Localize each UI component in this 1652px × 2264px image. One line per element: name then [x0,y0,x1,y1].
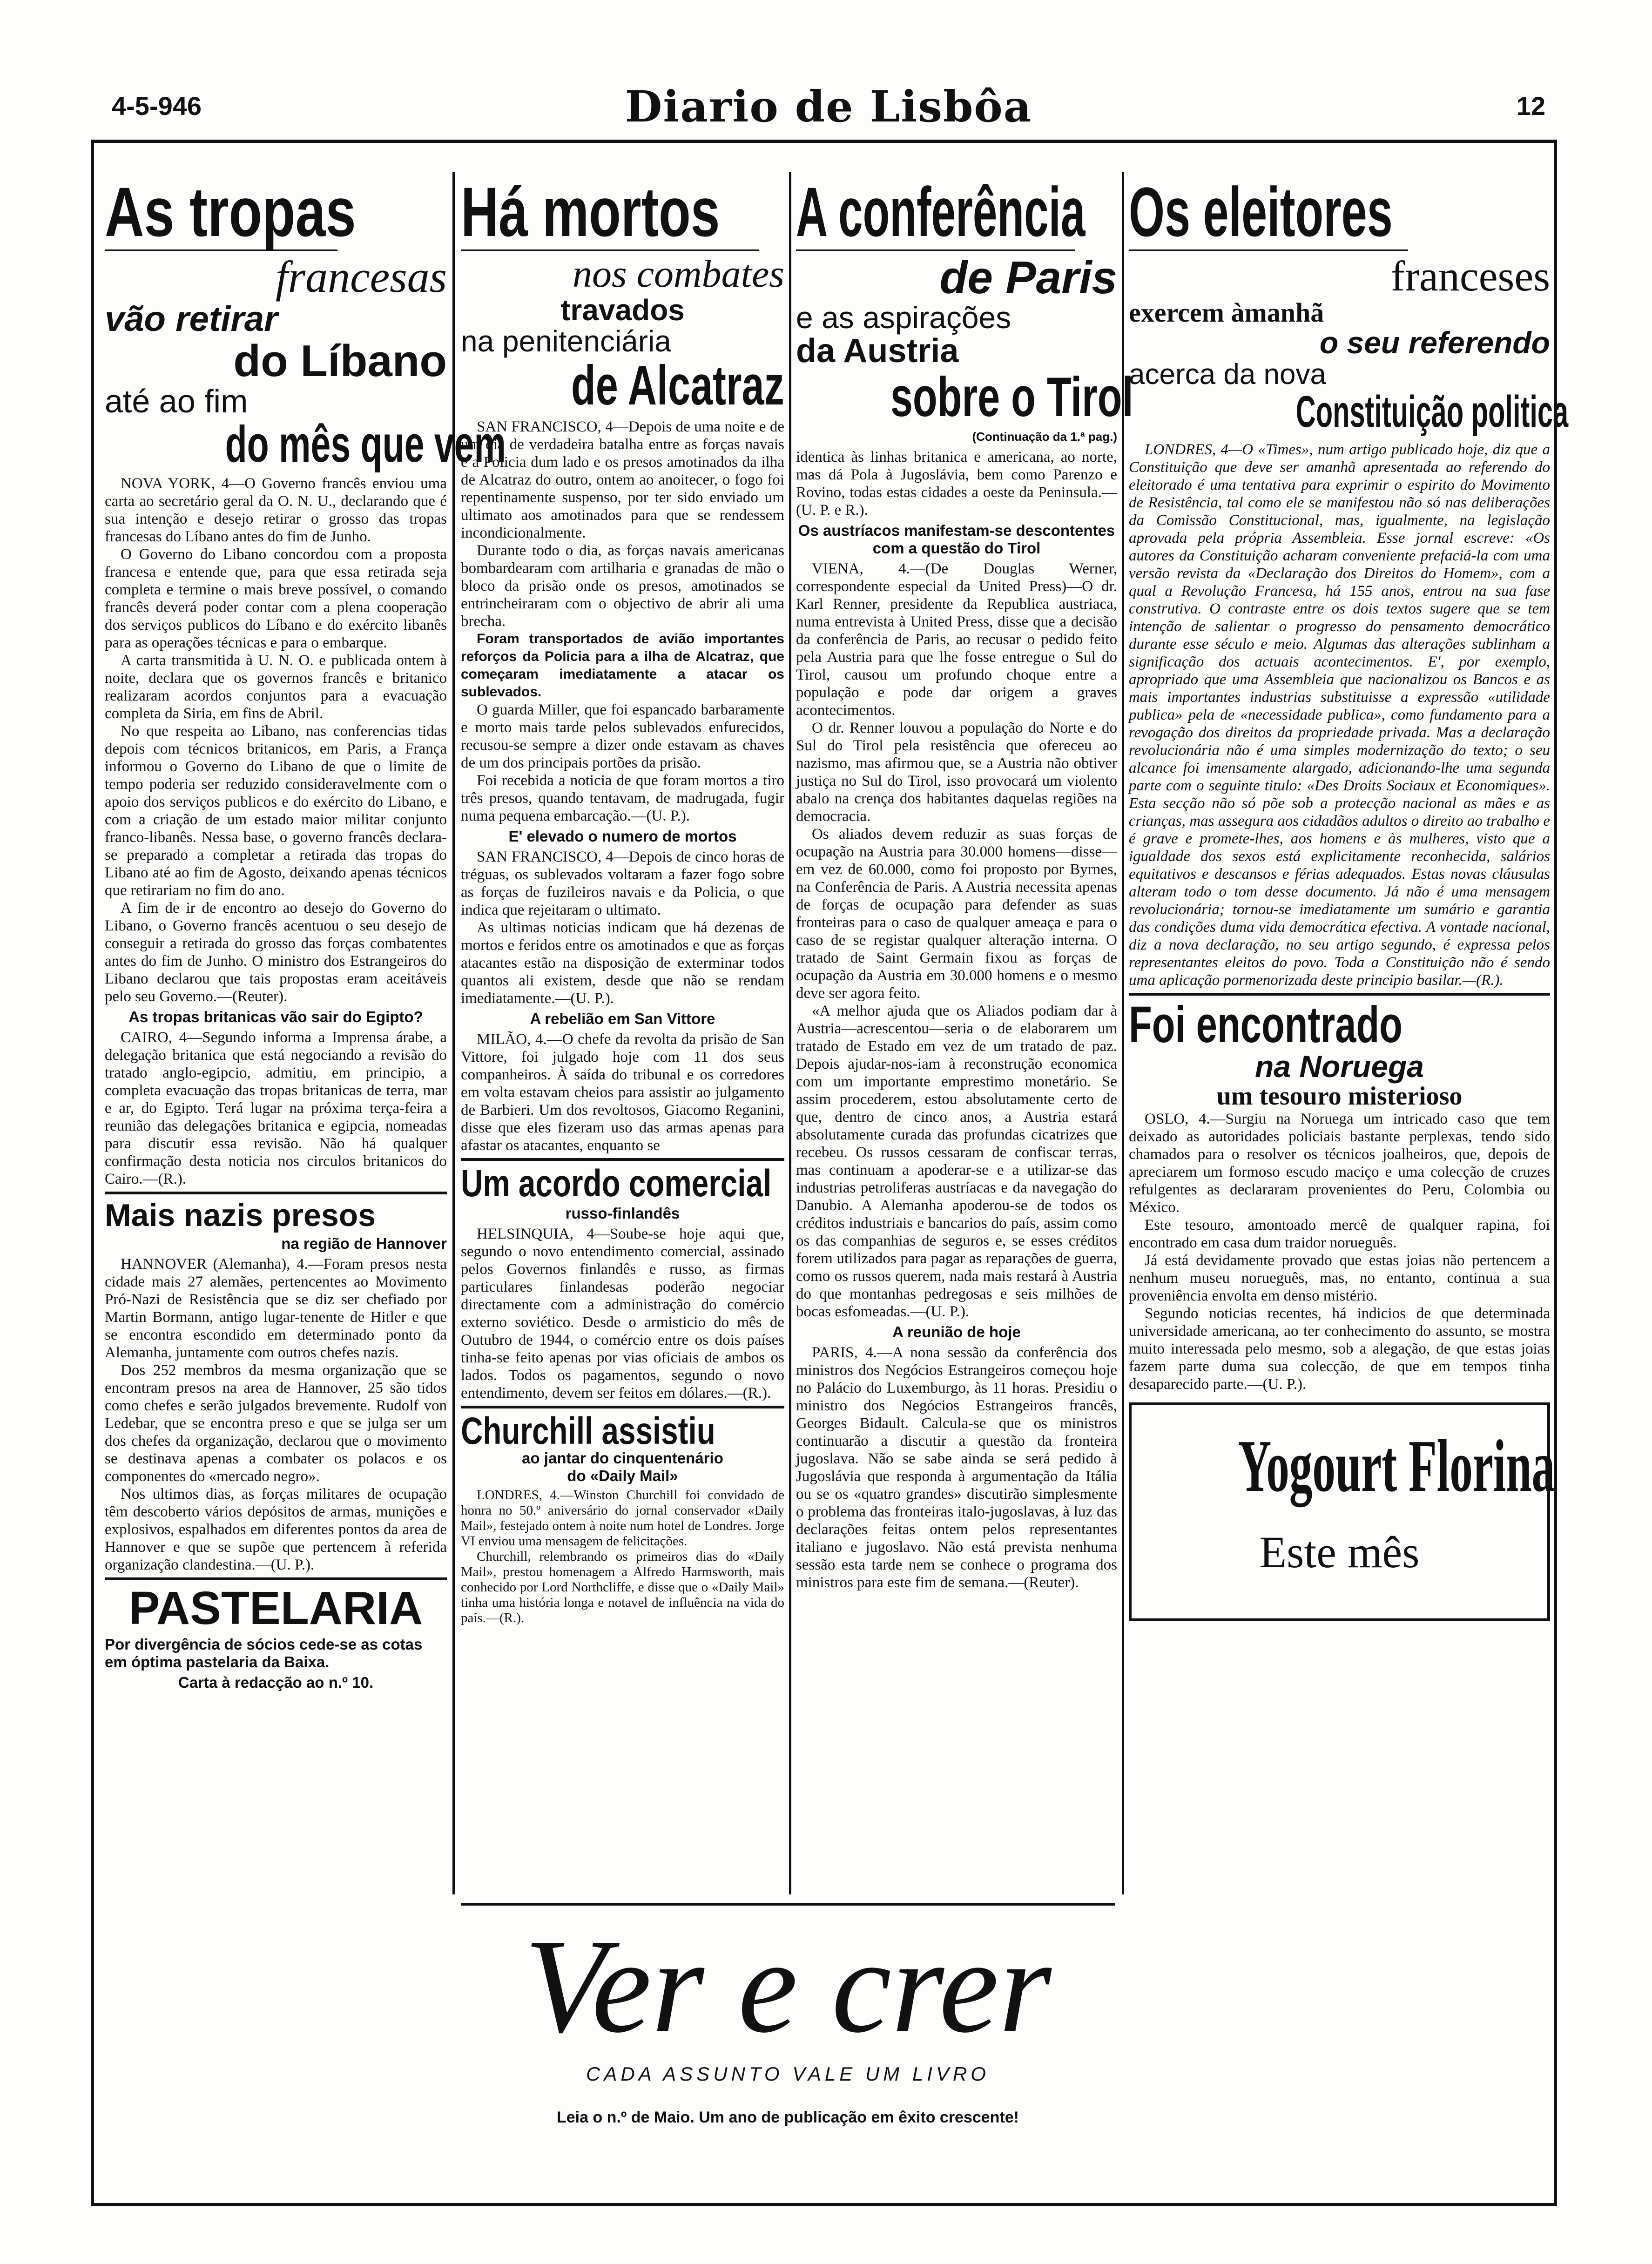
headline-line: travados [560,293,685,327]
divider [105,1577,447,1580]
headline-line: exercem àmanhã [1129,297,1324,328]
paragraph: Segundo noticias recentes, há indicios de que determinada universidade americana, ao ter conhecimento do assunto, se mostra muito interessada pelo mesmo, sob a alegação, de que estas joias fazem parte duma sua colecção, de que em tempos tinha desaparecido parte.—(U. P.). [1129,1305,1550,1393]
article-sanvittore-body [461,1031,784,1154]
page-number: 12 [1516,91,1545,121]
headline-line: sobre o Tirol [890,365,1133,428]
ad-contact: Carta à redacção ao n.º 10. [178,1674,374,1691]
headline-line: Há mortos [461,173,720,251]
paragraph: O guarda Miller, que foi espancado barbaramente e morto mais tarde pelos sublevados enfurecidos, recusou-se sempre a dizer onde estavam as chaves de um dos principais portões da prisão. [461,701,784,771]
headline-line: A conferência [796,173,1086,251]
paragraph: Dos 252 membros da mesma organização que se encontram presos na area de Hannover, 25 são tidos como chefes e serão julgados brevemente. Rudolf von Ledebar, que se encontra preso e que se julga ser um dos chefes da organização, declarou que o movimento se destinava apenas a combater os polacos e os componentes do «mercado negro». [105,1362,447,1485]
headline-line: e as aspirações [796,300,1011,335]
ad-text: Por divergência de sócios cede-se as cotas em óptima pastelaria da Baixa. [105,1636,423,1671]
article-churchill-body [461,1488,784,1626]
headline-line: Constituição politica [1295,386,1569,437]
article-nazis-headline: Mais nazis presos [105,1197,376,1233]
divider [461,1158,784,1161]
column-rule [1122,172,1124,1894]
column-4 [1129,144,1569,2197]
paragraph: Foi recebida a noticia de que foram mortos a tiro três presos, quando tentavam, de madrugada, fugir numa pequena embarcação.—(U. P.). [461,772,784,824]
paragraph: NOVA YORK, 4—O Governo francês enviou uma carta ao secretário geral da O. N. U., declarando que é sua intenção e desejo retirar o grosso das tropas francesas do Líbano antes do fim de Junho. [105,475,447,545]
yogourt-ad [1129,1402,1555,1621]
paragraph: LONDRES, 4.—Winston Churchill foi convidado de honra no 50.º aniversário do jornal conservador «Daily Mail», festejado ontem à noite num hotel de Londres. Jorge VI enviou uma mensagem de felicitações. [461,1487,784,1549]
paragraph: SAN FRANCISCO, 4—Depois de cinco horas de tréguas, os sublevados voltaram a fazer fogo sobre as forças de fuzileiros navais e da Policia, o que indica que rejeitaram o ultimato. [461,848,784,918]
subheading: A reunião de hoje [892,1323,1021,1341]
ad-title: Ver e crer [524,1911,1052,2061]
paragraph: Este tesouro, amontoado mercê de qualquer rapina, foi encontrado em casa dum traidor norueguês. [1129,1216,1550,1251]
column-2 [461,144,784,1890]
paragraph: A carta transmitida à U. N. O. e publicada ontem à noite, declara que os governos francês e britanico realizaram acordos conjuntos para a evacuação completa da Siria, em fins de Abril. [105,652,447,722]
paragraph: SAN FRANCISCO, 4—Depois de uma noite e de um dia de verdadeira batalha entre as forças navais e a Policia dum lado e os presos amotinados da ilha de Alcatraz do outro, ontem ao anoitecer, o fogo foi repentinamente suspenso, por ter sido enviado um ultimato aos amotinados para que se rendessem incondicionalmente. [461,418,784,541]
article-conferencia-body [796,448,1117,519]
article-austriacos-body [796,560,1117,1321]
article-eleitores-body [1129,441,1550,989]
article-noruega [1129,996,1550,1393]
headline-line: Foi encontrado [1129,996,1403,1053]
paragraph: A fim de ir de encontro ao desejo do Governo do Libano, o Governo francês acentuou o seu desejo de conseguir a retirada do grosso das forças combatentes antes do fim de Junho. O ministro dos Estrangeiros do Libano declarou que tais propostas eram aceitáveis pelo seu Governo.—(Reuter). [105,899,447,1005]
column-1 [105,144,506,2197]
headline-line: de Alcatraz [571,354,784,417]
article-mortos-body [461,848,784,1007]
headline-line: um tesouro misterioso [1216,1082,1463,1111]
paragraph: O Governo do Libano concordou com a proposta francesa e entende que, para que essa retirada seja completa e termine o mais breve possível, o comando francês deverá poder contar com a plena cooperação dos serviços publicos do Líbano e do exército libanês para as operações técnicas e para o embarque. [105,546,447,651]
paragraph: identica às linhas britanica e americana, ao norte, mas dá Pola à Jugoslávia, bem como Parenzo e Rovino, todas estas cidades a oeste da Peninsula.—(U. P. e R.). [796,448,1117,519]
ad-footer: Leia o n.º de Maio. Um ano de publicação em êxito crescente! [556,2109,1019,2126]
paragraph: No que respeita ao Libano, nas conferencias tidas depois com técnicos britanicos, em Paris, a França informou o Governo do Libano de que o limite de tempo poderia ser reduzido consideravelmente com o apoio dos serviços publicos e do exército do Libano, e com a criação de um estado maior militar conjunto franco-libanês. Nessa base, o governo francês declara-se preparado a completar a retirada das tropas do Libano até ao fim de Agosto, deixando apenas técnicos que retirariam no fim do ano. [105,722,447,899]
subheading: As tropas britanicas vão sair do Egipto? [128,1008,423,1025]
subheading: do «Daily Mail» [567,1467,678,1484]
paragraph: As ultimas noticias indicam que há dezenas de mortos e feridos entre os amotinados e que as forças atacantes estão na disposição de exterminar todos quantos ali existem, desde que não se rendam imediatamente.—(U. P.). [461,919,784,1007]
newspaper-title: Diario de Lisbôa [625,81,1032,132]
divider [1129,993,1550,996]
headline-line: franceses [1390,252,1550,300]
headline-line: até ao fim [105,383,248,420]
issue-date: 4-5-946 [112,91,202,121]
paragraph: «A melhor ajuda que os Aliados podiam dar à Austria—acrescentou—seria o de elaborarem um tratado de Estado em vez de um tratado de paz. Depois ajudar-nos-iam à reconstrução economica com um importante emprestimo monetário. Se assim procederem, estou absolutamente certo de que, dentro de cinco anos, a Austria estará absolutamente curada das profundas cicatrizes que recebeu. Os russos cessaram de confiscar terras, mas continuam a apoderar-se e a utilizar-se das industrias petroliferas austríacas e da navegação do Danubio. A Alemanha apoderou-se de todos os créditos industriais e bancarios do país, assim como os das companhias de seguros e, se esses créditos forem utilizados para pagar as reparações de guerra, como os russos querem, nada mais restará à Austria do que montanhas pedregosas e seis milhões de bocas esfomeadas.—(U. P.). [796,1002,1117,1320]
divider [461,1903,1115,1906]
paragraph: CAIRO, 4—Segundo informa a Imprensa árabe, a delegação britanica que está negociando a revisão do tratado anglo-egipcio, admitiu, em principio, a completa evacuação das tropas britanicas de terra, mar e ar, do Egipto. Terá lugar na próxima terça-feira a reunião das delegações britanica e egipcia, nomeadas para discutir essa revisão. Não há qualquer confirmação desta noticia nos circulos britanicos do Cairo.—(R.). [105,1029,447,1187]
continuation-note: (Continuação da 1.ª pag.) [972,429,1117,444]
article-alcatraz-body [461,418,784,825]
article-tropas-headline [105,173,506,473]
paragraph: PARIS, 4.—A nona sessão da conferência dos ministros dos Negócios Estrangeiros começou hoje no Palácio do Luxemburgo, às 11 horas. Presidiu o ministro dos Negócios Estrangeiros francês, Georges Bidault. Calcula-se que os ministros continuarão a discutir a questão da fronteira jugoslava. Não se sabe ainda se será pedido à Jugoslávia que responda à argumentação da Itália ou se os «quatro grandes» discutirão simplesmente o problema das fronteiras italo-jugoslavas, à luz das declarações feitas ontem pelos representantes italiano e jugoslavo. Não está prevista nenhuma sessão esta tarde nem se conhece o programa dos ministros para este fim de semana.—(Reuter). [796,1344,1117,1591]
column-3 [796,144,1133,1890]
headline-line: do Líbano [233,336,447,386]
paragraph: HELSINQUIA, 4—Soube-se hoje aqui que, segundo o novo entendimento comercial, assinado pelos Governos finlandês e russo, as firmas particulares finlandesas poderão negociar directamente com a administração do comércio externo soviético. Desde o armisticio do mês de Outubro de 1944, o comércio entre os dois países tinha-se feito apenas por vias oficiais de ambos os lados. Todos os pagamentos, segundo o novo entendimento, devem ser feitos em dólares.—(R.). [461,1225,784,1402]
masthead [112,81,1545,133]
article-churchill-headline: Churchill assistiu [461,1409,715,1452]
article-tropas-body [105,475,447,1005]
subheading: Os austríacos manifestam-se descontentes com a questão do Tirol [798,521,1115,557]
paragraph-bold: Foram transportados de avião importantes reforços da Policia para a ilha de Alcatraz, que começaram imediatamente a atacar os sublevados. [461,631,784,700]
ad-tagline: CADA ASSUNTO VALE UM LIVRO [586,2063,990,2085]
article-alcatraz-headline [461,173,784,417]
paragraph: O dr. Renner louvou a população do Norte e do Sul do Tirol pela resistência que ofereceu ao nazismo, mas afirmou que, se a Austria não obtiver justiça no Sul do Tirol, isso provocará um violento abalo na crença dos habitantes daquelas regiões na democracia. [796,719,1117,825]
pastelaria-ad [105,1584,447,1691]
paragraph: Durante todo o dia, as forças navais americanas bombardearam com artilharia e granadas de mão o bloco da prisão onde os presos, amotinados se entrincheiraram com o objectivo de abrir ali uma brecha. [461,542,784,630]
subheading: A rebelião em San Vittore [530,1010,715,1027]
paragraph: OSLO, 4.—Surgiu na Noruega um intricado caso que tem deixado as autoridades policiais bastante perplexas, tendo sido chamados para o resolver os técnicos joalheiros, que, depois de apreciarem um formoso escudo maciço e uma colecção de cruzes refulgentes as declararam provenientes do Peru, Colombia ou México. [1129,1110,1550,1216]
headline-line: na Noruega [1254,1049,1424,1084]
vereecrer-ad [461,1899,1115,2174]
headline-line: na penitenciária [461,324,671,358]
headline-line: da Austria [796,332,959,370]
ad-title: PASTELARIA [128,1582,423,1635]
divider [105,1192,447,1194]
article-conferencia-headline [796,173,1133,428]
article-eleitores-headline [1129,173,1569,437]
article-noruega-body [1129,1110,1550,1393]
divider [461,1406,784,1408]
article-reuniao-body [796,1344,1117,1591]
headline-line: do mês que vem [225,415,506,473]
paragraph: HANNOVER (Alemanha), 4.—Foram presos nesta cidade mais 27 alemães, pertencentes ao Movimento Pró-Nazi de Resistência que se diz ser chefiado por Martin Bormann, antigo lugar-tenente de Hitler e que se encontra escondido em determinado ponto da Alemanha, juntamente com outros chefes nazis. [105,1256,447,1361]
subheading: na região de Hannover [281,1235,447,1253]
headline-line: de Paris [939,252,1117,303]
paragraph: Os aliados devem reduzir as suas forças de ocupação na Austria para 30.000 homens—disse—em vez de 60.000, como foi proposto por Byrnes, na Conferência de Paris. A Austria necessita apenas de forças de ocupação para defender as suas fronteiras para o caso de qualquer ameaça e para o caso de se registar qualquer alteração interna. O tratado de Saint Germain fixou as forças de ocupação da Austria em 30.000 homens e o mesmo deve ser agora feito. [796,825,1117,1002]
headline-line: Os eleitores [1129,173,1393,251]
paragraph: LONDRES, 4—O «Times», num artigo publicado hoje, diz que a Constituição que deve ser amanhã apresentada ao referendo do eleitorado é uma tentativa para exprimir o espirito do Movimento de Resistência, tal como ele se manifestou não só nas deliberações da Comissão Constitucional, mas, igualmente, na legislação aprovada pela própria Assembleia. Esse jornal escreve: «Os autores da Constituição acharam conveniente prefaciá-la com uma versão revista da «Declaração dos Direitos do Homem», com a qual a Revolução Francesa, há 155 anos, entrou na sua fase construtiva. O contraste entre os dois textos sugere que se tem intenção de salientar o progresso do pensamento democrático durante esse século e meio. Algumas das alterações sublinham a significação dos actuais acontecimentos. E', por exemplo, apropriado que uma Assembleia que nacionalizou os Bancos e as mais importantes industrias substituisse a expressão «utilidade publica» pela de «necessidade publica», como fundamento para a revogação dos direitos da propriedade privada. Mas a declaração revolucionária não é uma simples modernização do texto; o seu alcance foi imensamente alargado, adicionando-lhe uma segunda parte com o seguinte titulo: «Des Droits Sociaux et Economiques». Esta secção não só põe sob a protecção nacional as mães e as crianças, mas assegura aos cidadãos adultos o direito ao trabalho e é grave e promete-lhes, aos homens e às mulheres, visto que a igualdade dos sexos está explicitamente reconhecida, salários equitativos e descansos e férias adequados. Estas novas cláusulas alteram todo o tom desse documento. Já não é uma mensagem revolucionária; tornou-se imediatamente um sumário e garantia das condições duma vida democrática efectiva. A vontade nacional, diz a nova declaração, no seu artigo segundo, é expressa pelos representantes eleitos do povo. Toda a Constituição não é sendo uma aplicação pormenorizada deste principio basilar.—(R.). [1129,441,1550,989]
headline-line: acerca da nova [1129,358,1326,391]
headline-line: vão retirar [105,299,278,339]
subheading: russo-finlandês [565,1204,680,1222]
paragraph: MILÃO, 4.—O chefe da revolta da prisão de San Vittore, foi julgado hoje com 11 dos seus companheiros. À saída do tribunal e os corredores em volta estavam cheios para assistir ao julgamento de Barbieri. Um dos revoltosos, Giacomo Reganini, disse que eles fizeram uso das armas apenas para afastar os atacantes, enquanto se [461,1031,784,1154]
ad-subtitle: Este mês [1259,1527,1420,1577]
article-acordo-body [461,1225,784,1402]
ad-title: Yogourt Florina [1238,1424,1555,1507]
subheading: ao jantar do cinquentenário [522,1449,723,1467]
headline-line: As tropas [105,173,356,251]
article-egipto-body [105,1029,447,1188]
paragraph: Já está devidamente provado que estas joias não pertencem a nenhum museu norueguês, mas, no entanto, continua a sua proveniência envolta em denso mistério. [1129,1252,1550,1304]
article-acordo-headline: Um acordo comercial [461,1162,772,1205]
paragraph: Nos ultimos dias, as forças militares de ocupação têm descoberto vários depósitos de armas, munições e explosivos, espalhados em diferentes pontos da area de Hannover e que se supõe que pertencem à referida organização clandestina.—(U. P.). [105,1486,447,1574]
headline-line: francesas [276,252,447,302]
article-nazis-body [105,1255,447,1574]
paragraph: VIENA, 4.—(De Douglas Werner, correspondente especial da United Press)—O dr. Karl Renner, presidente da Republica austriaca, numa entrevista à United Press, disse que a decisão da conferência de Paris, ao recusar o pedido feito pela Austria para que lhe fosse entregue o Sul do Tirol, causou um profundo choque entre a população e pode dar origem a graves acontecimentos. [796,560,1117,719]
paragraph: Churchill, relembrando os primeiros dias do «Daily Mail», prestou homenagem a Alfredo Harmsworth, mais conhecido por Lord Northcliffe, e disse que o «Daily Mail» tinha uma história longa e notavel de influência na vida do país.—(R.). [461,1549,784,1625]
column-rule [789,172,791,1894]
headline-line: o seu referendo [1319,325,1550,360]
headline-line: nos combates [573,252,784,296]
subheading: E' elevado o numero de mortos [508,827,737,845]
